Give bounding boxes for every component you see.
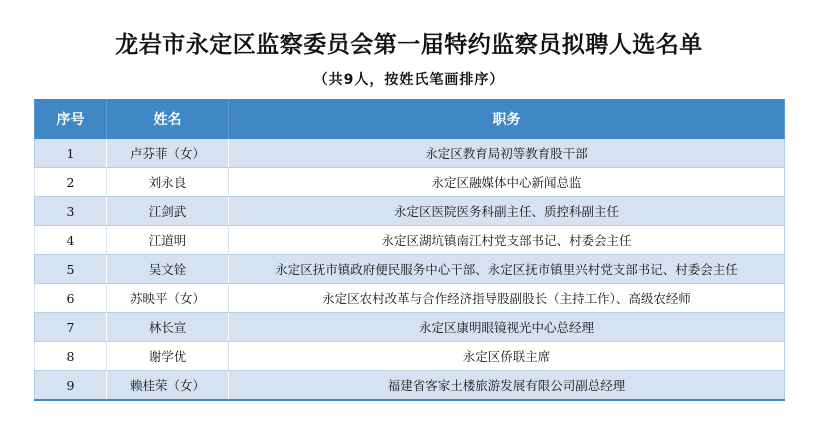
row-name: 赖桂荣（女）	[107, 371, 229, 401]
row-serial-number: 1	[35, 139, 107, 168]
row-serial-number: 9	[35, 371, 107, 401]
row-position: 永定区抚市镇政府便民服务中心干部、永定区抚市镇里兴村党支部书记、村委会主任	[229, 255, 785, 284]
table-row	[35, 371, 785, 401]
header-position: 职务	[229, 100, 785, 139]
row-position: 永定区侨联主席	[229, 342, 785, 371]
row-serial-number: 2	[35, 168, 107, 197]
table-row	[35, 284, 785, 313]
row-serial-number: 3	[35, 197, 107, 226]
row-name: 谢学优	[107, 342, 229, 371]
row-serial-number: 8	[35, 342, 107, 371]
table-row	[35, 313, 785, 342]
row-position: 永定区湖坑镇南江村党支部书记、村委会主任	[229, 226, 785, 255]
row-serial-number: 6	[35, 284, 107, 313]
header-serial-number: 序号	[35, 100, 107, 139]
row-name: 吴文铨	[107, 255, 229, 284]
table-row	[35, 255, 785, 284]
page-subtitle: （共9人，按姓氏笔画排序）	[313, 72, 505, 88]
header-row	[35, 100, 785, 139]
table-row	[35, 342, 785, 371]
row-position: 福建省客家土楼旅游发展有限公司副总经理	[229, 371, 785, 401]
row-position: 永定区康明眼镜视光中心总经理	[229, 313, 785, 342]
row-name: 刘永良	[107, 168, 229, 197]
row-serial-number: 5	[35, 255, 107, 284]
row-name: 卢芬菲（女）	[107, 139, 229, 168]
table-row	[35, 197, 785, 226]
table-row	[35, 168, 785, 197]
row-name: 苏映平（女）	[107, 284, 229, 313]
table-body	[35, 139, 785, 401]
row-serial-number: 4	[35, 226, 107, 255]
row-name: 江道明	[107, 226, 229, 255]
row-position: 永定区融媒体中心新闻总监	[229, 168, 785, 197]
table-row	[35, 226, 785, 255]
row-position: 永定区医院医务科副主任、质控科副主任	[229, 197, 785, 226]
row-name: 江剑武	[107, 197, 229, 226]
page-title: 龙岩市永定区监察委员会第一届特约监察员拟聘人选名单	[115, 32, 703, 58]
candidate-table	[34, 99, 785, 401]
table-row	[35, 139, 785, 168]
row-position: 永定区农村改革与合作经济指导股副股长（主持工作）、高级农经师	[229, 284, 785, 313]
header-name: 姓名	[107, 100, 229, 139]
row-serial-number: 7	[35, 313, 107, 342]
row-name: 林长宣	[107, 313, 229, 342]
table-header	[35, 100, 785, 139]
row-position: 永定区教育局初等教育股干部	[229, 139, 785, 168]
